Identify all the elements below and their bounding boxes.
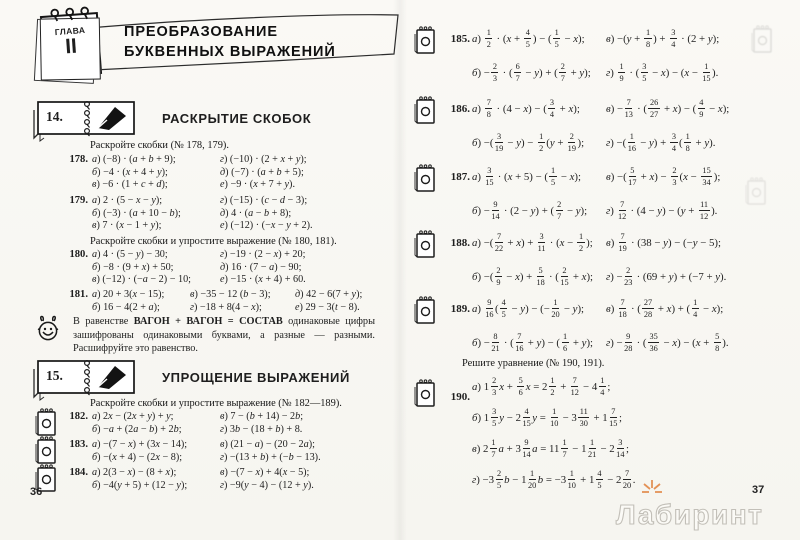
task-item: г) 3b − (18 + b) + 8. [220,423,303,435]
task-item: в) − $\frac{7}{13}$ · ( $\frac{26}{27}$ + x) − ( $\frac{4}{9}$ − x); [606,98,730,119]
fraction: $\frac{1}{4}$ [600,376,605,397]
task-number: 188. [450,237,470,249]
page-gutter [393,0,407,540]
task-item: б) −(x + 4) − (2x − 8); [92,451,183,463]
task-column [472,160,587,228]
task-item: а) 1 $\frac{2}{3}$ x + $\frac{5}{6}$ x = 2 $\frac{1}{2}$ + $\frac{7}{12}$ − 4 $\frac{1}{4}$ ; [472,376,611,397]
notebook-pen-icon [30,357,142,401]
task-item: в) $\frac{7}{19}$ · (38 − y) − (−y − 5); [606,232,722,253]
calendar-icon [40,12,102,78]
fraction: $\frac{1}{5}$ [550,166,556,187]
fraction: $\frac{9}{14}$ [522,438,531,459]
fraction: $\frac{2}{23}$ [624,266,633,287]
fraction: $\frac{9}{28}$ [624,332,633,353]
task-column [220,439,321,464]
riddle-post: одинаковые цифры зашифрованы одинаковыми буквами, а разные — разными. Расшифруйте это равенство. [73,316,375,355]
fraction: $\frac{1}{7}$ [491,438,496,459]
task-item: г) −18 + 8(4 − x); [190,301,262,313]
task-item: г) −19 · (2 − x) + 20; [220,249,306,260]
fraction: $\frac{1}{6}$ [563,332,568,353]
spiral-rings-icon [46,3,95,22]
labirint-watermark [612,474,794,536]
task-item: а) (−8) · (a + b + 9); [92,154,176,165]
instruction-text: Раскройте скобки и упростите выражение (№ 180, 181). [90,236,337,247]
fraction: $\frac{7}{8}$ [486,98,491,119]
fraction: $\frac{1}{10}$ [567,469,576,490]
fraction: $\frac{3}{4}$ [549,98,554,119]
task-item: б) − $\frac{8}{21}$ · ( $\frac{7}{16}$ + y) − ( $\frac{1}{6}$ + y); [472,332,594,353]
task-column [220,467,314,492]
chapter-number: II [64,34,78,59]
watermark-text: Лабиринт [616,499,764,530]
task-column [606,226,726,294]
smiley-riddle-icon [34,315,62,343]
fraction: $\frac{2}{5}$ [497,469,502,490]
task-column [92,154,220,192]
task-column [472,22,591,90]
task-item: б) (−3) · (a + 10 − b); [92,207,181,219]
task-184 [58,467,314,492]
task-item: г) − $\frac{9}{28}$ · ( $\frac{35}{36}$ − x) − (x + $\frac{5}{8}$ ). [606,332,729,353]
task-178 [58,154,307,192]
task-column [220,411,303,436]
fraction: $\frac{1}{2}$ [486,28,491,49]
page-number-left: 36 [30,486,43,498]
fraction: $\frac{4}{5}$ [597,469,602,490]
task-item: а) −(7 − x) + (3x − 14); [92,439,188,450]
fraction: $\frac{3}{5}$ [642,62,647,83]
task-item: г) − $\frac{2}{23}$ · (69 + y) + (−7 + y). [606,266,727,287]
fraction: $\frac{3}{19}$ [494,132,504,153]
task-item: в) 7 · (x − 1 + y); [92,220,162,232]
fraction: $\frac{2}{3}$ [492,376,497,397]
chapter-title-line2: БУКВЕННЫХ ВЫРАЖЕНИЙ [124,44,336,60]
task-180 [58,249,306,287]
task-item: г) −3 $\frac{2}{5}$ b − 1 $\frac{1}{20}$ b = −3 $\frac{1}{10}$ + 1 $\frac{4}{5}$ − 2 $\frac{7}{20}$ . [472,469,636,490]
fraction: $\frac{8}{21}$ [491,332,500,353]
fraction: $\frac{3}{4}$ [671,28,676,49]
fraction: $\frac{5}{8}$ [715,332,720,353]
instruction-text: Раскройте скобки и упростите выражение (№ 182—189). [90,398,342,409]
task-item: а) $\frac{3}{15}$ · (x + 5) − ( $\frac{1}{5}$ − x); [472,166,582,187]
task-number: 187. [450,171,470,183]
task-item: в) −6 · (1 + c + d); [92,179,168,191]
task-item: г) $\frac{1}{9}$ · ( $\frac{3}{5}$ − x) − (x − $\frac{1}{15}$ ). [606,62,719,83]
task-item: б) −4 · (x + 4 + y); [92,166,168,178]
task-item: г) −9(y − 4) − (12 + y). [220,479,314,491]
chapter-label: ГЛАВА [54,24,86,38]
task-number: 181. [69,289,88,300]
chapter-title-line1: ПРЕОБРАЗОВАНИЕ [124,24,278,40]
fraction: $\frac{5}{18}$ [536,266,545,287]
fraction: $\frac{1}{20}$ [551,298,560,319]
fraction: $\frac{2}{7}$ [560,62,565,83]
task-item: а) 20 + 3(x − 15); [92,289,165,300]
chapter-title [124,22,336,62]
task-item: а) $\frac{1}{2}$ · (x + $\frac{4}{5}$ ) − ( $\frac{1}{5}$ − x); [472,28,585,49]
instruction-text: Раскройте скобки (№ 178, 179). [90,140,229,151]
notebook-pen-icon [30,98,142,142]
task-column [606,160,720,228]
fraction: $\frac{6}{7}$ [515,62,520,83]
task-item: в) (21 − a) − (20 − 2a); [220,439,315,450]
task-number: 183. [69,439,88,450]
fraction: $\frac{5}{6}$ [518,376,523,397]
task-column [220,249,306,287]
fraction: $\frac{1}{20}$ [527,469,537,490]
notepad-icon [413,378,437,410]
task-item: г) −(13 + b) + (−b − 13). [220,451,321,463]
fraction: $\frac{1}{15}$ [702,62,711,83]
task-column [295,289,362,314]
task-item: д) 4 · (a − b + 8); [220,207,292,219]
task-number: 179. [69,195,88,206]
task-item: г) $\frac{7}{12}$ · (4 − y) − (y + $\frac{11}{12}$ ). [606,200,718,221]
task-column [472,372,635,496]
task-number: 178. [69,154,88,165]
fraction: $\frac{7}{13}$ [624,98,633,119]
fraction: $\frac{1}{2}$ [539,132,544,153]
fraction: $\frac{2}{3}$ [672,166,677,187]
task-item: а) $\frac{7}{8}$ · (4 − x) − ( $\frac{3}{4}$ + x); [472,98,580,119]
riddle-pre: В равенстве [73,316,134,327]
task-column [92,195,220,233]
fraction: $\frac{4}{9}$ [699,98,704,119]
task-item: а) 2 · (5 − x − y); [92,195,163,206]
task-item: в) $\frac{7}{18}$ · ( $\frac{27}{28}$ + x) + ( $\frac{1}{4}$ − x); [606,298,724,319]
task-item: а) −( $\frac{7}{22}$ + x) + $\frac{3}{11}$ · (x − $\frac{1}{2}$ ); [472,232,593,253]
fraction: $\frac{26}{27}$ [649,98,659,119]
task-item: г) −( $\frac{1}{16}$ − y) + $\frac{3}{4}$ ( $\frac{1}{8}$ + y). [606,132,716,153]
fraction: $\frac{3}{11}$ [537,232,546,253]
riddle-text [73,315,375,356]
fraction: $\frac{2}{15}$ [560,266,569,287]
fraction: $\frac{2}{9}$ [496,266,501,287]
fraction: $\frac{4}{15}$ [522,407,531,428]
fraction: $\frac{7}{12}$ [570,376,579,397]
fraction: $\frac{1}{10}$ [550,407,559,428]
fraction: $\frac{35}{36}$ [649,332,658,353]
fraction: $\frac{7}{18}$ [618,298,627,319]
task-number: 184. [69,467,88,478]
task-column [472,92,584,160]
task-item: б) −a + (2a − b) + 2b; [92,423,182,435]
section-15-header [30,357,350,401]
task-item: б) 16 − 4(2 + a); [92,301,160,313]
section-title: РАСКРЫТИЕ СКОБОК [162,110,312,126]
task-item: в) −(y + $\frac{1}{8}$ ) + $\frac{3}{4}$ · (2 + y); [606,28,720,49]
fraction: $\frac{3}{5}$ [492,407,497,428]
task-column [92,411,220,436]
task-column [220,154,307,192]
task-item: д) 16 · (7 − a) − 90; [220,261,302,273]
task-number: 185. [450,33,470,45]
task-179 [58,195,313,233]
task-item: е) −9 · (x + 7 + y). [220,179,295,191]
task-column [220,195,313,233]
section-number: 14. [46,109,63,124]
task-column [92,289,190,314]
section-number: 15. [46,368,63,383]
fraction: $\frac{1}{8}$ [685,132,690,153]
task-item: е) −15 · (x + 4) + 60. [220,274,306,286]
task-item: а) 2(3 − x) − (8 + x); [92,467,177,478]
task-number: 182. [69,411,88,422]
task-column [606,22,719,90]
fraction: $\frac{2}{7}$ [557,200,562,221]
task-column [190,289,295,314]
task-item: в) (−12) · (−a − 2) − 10; [92,274,192,286]
fraction: $\frac{1}{21}$ [587,438,597,459]
task-column [92,439,220,464]
task-183 [58,439,321,464]
fraction: $\frac{3}{15}$ [485,166,494,187]
fraction: $\frac{7}{12}$ [618,200,627,221]
task-item: б) −8 · (9 + x) + 50; [92,261,174,273]
fraction: $\frac{7}{20}$ [622,469,632,490]
task-item: в) −(7 − x) + 4(x − 5); [220,467,310,478]
page-number-right: 37 [752,484,765,496]
task-item: в) 2 $\frac{1}{7}$ a + 3 $\frac{9}{14}$ a = 11 $\frac{1}{7}$ − 1 $\frac{1}{21}$ − 2 $\frac{3}{14}$ ; [472,438,629,459]
chapter-banner [0,0,400,92]
fraction: $\frac{1}{4}$ [693,298,698,319]
task-item: в) −( $\frac{5}{17}$ + x) − $\frac{2}{3}$ (x − $\frac{15}{34}$ ); [606,166,721,187]
task-column [606,292,729,360]
right-page [400,0,800,540]
fraction: $\frac{1}{2}$ [578,232,584,253]
notepad-icon [413,229,437,261]
fraction: $\frac{11}{30}$ [579,407,588,428]
task-column [472,226,593,294]
section-14-header [30,98,311,142]
fraction: $\frac{1}{8}$ [645,28,651,49]
task-item: в) 7 − (b + 14) − 2b; [220,411,304,422]
fraction: $\frac{27}{28}$ [643,298,653,319]
task-item: е) (−12) · (−x − y + 2). [220,220,313,232]
task-item: а) 4 · (5 − y) − 30; [92,249,168,260]
fraction: $\frac{3}{14}$ [616,438,625,459]
notepad-icon [413,95,437,127]
task-number: 190. [450,391,470,403]
task-item: а) $\frac{9}{16}$ ( $\frac{4}{5}$ − y) − (− $\frac{1}{20}$ − y); [472,298,585,319]
task-item: б) −( $\frac{2}{9}$ − x) + $\frac{5}{18}$ · ( $\frac{2}{15}$ + x); [472,266,594,287]
fraction: $\frac{11}{12}$ [699,200,709,221]
task-item: д) (−7) · (a + b + 5); [220,166,304,178]
fraction: $\frac{5}{17}$ [628,166,637,187]
fraction: $\frac{1}{9}$ [619,62,624,83]
task-item: г) (−10) · (2 + x + y); [220,154,307,165]
task-item: б) − $\frac{2}{3}$ · ( $\frac{6}{7}$ − y) + ( $\frac{2}{7}$ + y); [472,62,591,83]
task-column [606,92,729,160]
fraction: $\frac{2}{3}$ [492,62,497,83]
task-item: б) −( $\frac{3}{19}$ − y) − $\frac{1}{2}$ (y + $\frac{2}{19}$ ); [472,132,585,153]
labirint-logo-icon [642,480,662,492]
task-item: д) 42 − 6(7 + y); [295,289,363,300]
fraction: $\frac{15}{34}$ [702,166,711,187]
task-item: б) 1 $\frac{3}{5}$ y − 2 $\frac{4}{15}$ y = $\frac{1}{10}$ − 3 $\frac{11}{30}$ + 1 $\frac{7}{15}$ ; [472,407,622,428]
task-item: в) −35 − 12 (b − 3); [190,289,271,300]
fraction: $\frac{7}{19}$ [618,232,627,253]
fraction: $\frac{4}{5}$ [501,298,506,319]
instruction-text: Решите уравнение (№ 190, 191). [462,358,605,369]
fraction: $\frac{1}{7}$ [562,438,567,459]
task-item: б) −4(y + 5) + (12 − y); [92,479,188,491]
task-number: 189. [450,303,470,315]
task-column [92,249,220,287]
fraction: $\frac{3}{4}$ [671,132,677,153]
task-item: е) 29 − 3(t − 8). [295,301,360,313]
task-number: 186. [450,103,470,115]
task-item: а) 2x − (2x + y) + y; [92,411,174,422]
riddle-block [34,315,386,356]
ghost-notepad-icon [750,24,774,56]
section-title: УПРОЩЕНИЕ ВЫРАЖЕНИЙ [162,369,350,385]
fraction: $\frac{4}{5}$ [525,28,530,49]
task-item: г) (−15) · (c − d − 3); [220,195,308,206]
fraction: $\frac{9}{16}$ [485,298,494,319]
fraction: $\frac{7}{15}$ [609,407,618,428]
fraction: $\frac{7}{16}$ [515,332,524,353]
fraction: $\frac{9}{14}$ [491,200,500,221]
task-number: 180. [69,249,88,260]
notepad-icon [413,295,437,327]
notepad-icon [413,163,437,195]
fraction: $\frac{2}{19}$ [567,132,576,153]
task-column [92,467,220,492]
task-column [472,292,593,360]
riddle-equation: ВАГОН + ВАГОН = СОСТАВ [133,316,283,327]
fraction: $\frac{1}{2}$ [550,376,555,397]
task-item: б) − $\frac{9}{14}$ · (2 − y) + ( $\frac{2}{7}$ − y); [472,200,588,221]
ghost-notepad-icon [744,176,768,208]
fraction: $\frac{1}{5}$ [554,28,559,49]
task-182 [58,411,303,436]
fraction: $\frac{1}{16}$ [627,132,636,153]
notepad-icon [413,25,437,57]
task-181 [58,289,362,314]
fraction: $\frac{7}{22}$ [494,232,504,253]
